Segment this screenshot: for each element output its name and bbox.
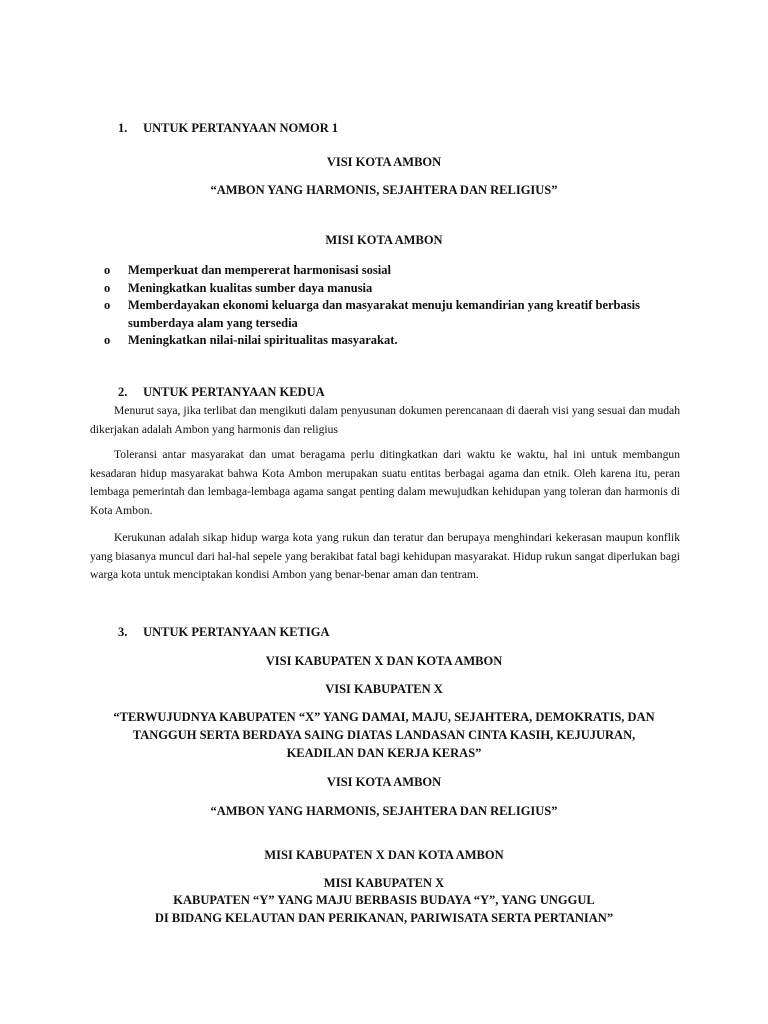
list-item — [104, 280, 688, 298]
section-2-number: 2. — [118, 385, 128, 399]
paragraph: Toleransi antar masyarakat dan umat beragama perlu ditingkatkan dari waktu ke waktu, hal ini untuk membangun kesadaran hidup masyarakat bahwa Kota Ambon merupakan suatu entitas berbagai agama dan etnik. Oleh karena itu, peran lembaga pemerintah dan lembaga-lembaga agama sangat penting dalam mewujudkan kehidupan yang toleran dan harmonis di Kota Ambon. — [90, 448, 680, 517]
list-item — [104, 332, 688, 350]
bullet-icon: o — [104, 333, 111, 347]
misi-item-text: Meningkatkan nilai-nilai spiritualitas masyarakat. — [128, 333, 398, 347]
visi-kota-heading-2: VISI KOTA AMBON — [326, 775, 442, 789]
bullet-icon: o — [104, 280, 111, 295]
misi-kabupaten-heading: MISI KABUPATEN X — [323, 876, 445, 890]
misi-item-text: Memperkuat dan mempererat harmonisasi sosial — [128, 263, 391, 277]
visi-kabupaten-text — [60, 708, 708, 762]
visi-kota-text: “AMBON YANG HARMONIS, SEJAHTERA DAN RELIGIUS” — [210, 183, 558, 197]
visi-kabupaten-line: “TERWUJUDNYA KABUPATEN “X” YANG DAMAI, MAJU, SEJAHTERA, DEMOKRATIS, DAN — [113, 710, 655, 724]
section-3-title: UNTUK PERTANYAAN KETIGA — [143, 625, 330, 639]
bullet-icon: o — [104, 263, 111, 277]
list-item — [104, 297, 688, 332]
visi-kabupaten-heading: VISI KABUPATEN X — [325, 682, 443, 696]
visi-kabupaten-line: TANGGUH SERTA BERDAYA SAING DIATAS LANDASAN CINTA KASIH, KEJUJURAN, — [132, 728, 636, 742]
misi-kota-heading: MISI KOTA AMBON — [325, 233, 443, 247]
paragraph: Menurut saya, jika terlibat dan mengikuti dalam penyusunan dokumen perencanaan di daerah visi yang sesuai dan mudah dikerjakan adalah Ambon yang harmonis dan religius — [90, 404, 680, 436]
visi-kota-heading: VISI KOTA AMBON — [326, 155, 442, 169]
misi-kabupaten-line: KABUPATEN “Y” YANG MAJU BERBASIS BUDAYA “Y”, YANG UNGGUL — [173, 893, 595, 907]
visi-kabupaten-line: KEADILAN DAN KERJA KERAS” — [286, 746, 482, 760]
misi-item-text: Meningkatkan kualitas sumber daya manusia — [128, 280, 373, 295]
section-1-number: 1. — [118, 121, 128, 135]
misi-both-heading: MISI KABUPATEN X DAN KOTA AMBON — [264, 848, 504, 862]
misi-kabupaten-text — [60, 891, 708, 927]
section-3-number: 3. — [118, 625, 128, 639]
section-3-heading — [118, 625, 330, 640]
section-2-heading — [118, 385, 325, 400]
section-2-title: UNTUK PERTANYAAN KEDUA — [143, 385, 325, 399]
paragraph: Kerukunan adalah sikap hidup warga kota yang rukun dan teratur dan berupaya menghindari kekerasan maupun konflik yang biasanya muncul dari hal-hal sepele yang berakibat fatal bagi kehidupan masyarakat. Hidup rukun sangat diperlukan bagi warga kota untuk menciptakan kondisi Ambon yang benar-benar aman dan tentram. — [90, 531, 680, 581]
visi-kota-text-2: “AMBON YANG HARMONIS, SEJAHTERA DAN RELIGIUS” — [210, 804, 558, 818]
section-1-heading — [118, 121, 338, 136]
misi-item-text: Memberdayakan ekonomi keluarga dan masyarakat menuju kemandirian yang kreatif berbasis sumberdaya alam yang tersedia — [128, 298, 640, 330]
visi-both-heading: VISI KABUPATEN X DAN KOTA AMBON — [265, 654, 503, 668]
bullet-icon: o — [104, 298, 111, 312]
misi-kabupaten-line: DI BIDANG KELAUTAN DAN PERIKANAN, PARIWISATA SERTA PERTANIAN” — [154, 911, 614, 925]
misi-kota-list — [104, 262, 688, 350]
list-item — [104, 262, 688, 280]
section-1-title: UNTUK PERTANYAAN NOMOR 1 — [143, 121, 339, 135]
